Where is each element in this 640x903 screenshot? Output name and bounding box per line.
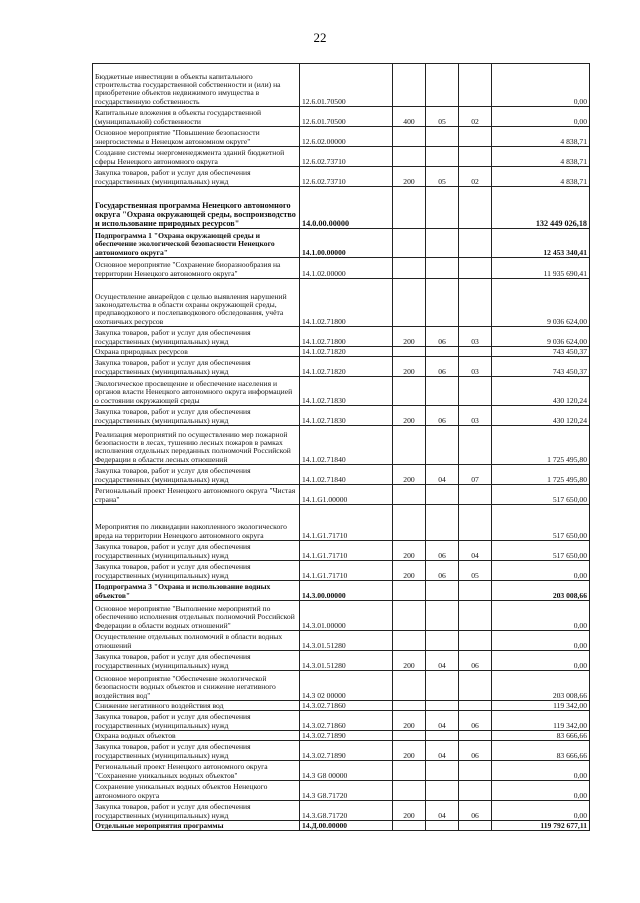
cell-name: Закупка товаров, работ и услуг для обеспечения государственных (муниципальных) нужд	[93, 711, 300, 731]
cell-name: Охрана природных ресурсов	[93, 347, 300, 357]
cell-section: 04	[426, 741, 459, 761]
cell-target-code: 14.3.G8.71720	[300, 801, 393, 821]
cell-amount: 4 838,71	[492, 127, 590, 147]
table-row	[93, 711, 590, 731]
table-row	[93, 147, 590, 167]
cell-expense-type	[393, 701, 426, 711]
cell-expense-type: 400	[393, 107, 426, 127]
table-row	[93, 821, 590, 831]
cell-amount: 0,00	[492, 64, 590, 107]
cell-name: Отдельные мероприятия программы	[93, 821, 300, 831]
table-row	[93, 327, 590, 347]
cell-target-code: 14.Д.00.00000	[300, 821, 393, 831]
table-row	[93, 229, 590, 258]
cell-section	[426, 701, 459, 711]
table-row	[93, 347, 590, 357]
cell-subsection	[459, 631, 492, 651]
cell-section	[426, 64, 459, 107]
cell-subsection	[459, 127, 492, 147]
cell-target-code: 12.6.02.73710	[300, 147, 393, 167]
cell-amount: 83 666,66	[492, 731, 590, 741]
cell-amount: 430 120,24	[492, 377, 590, 406]
cell-expense-type	[393, 631, 426, 651]
cell-name: Закупка товаров, работ и услуг для обеспечения государственных (муниципальных) нужд	[93, 327, 300, 347]
cell-section	[426, 485, 459, 505]
cell-expense-type	[393, 377, 426, 406]
cell-amount: 743 450,37	[492, 357, 590, 377]
cell-target-code: 14.1.G1.71710	[300, 561, 393, 581]
cell-subsection: 04	[459, 541, 492, 561]
cell-target-code: 14.3 G8.71720	[300, 781, 393, 801]
cell-name: Закупка товаров, работ и услуг для обеспечения государственных (муниципальных) нужд	[93, 801, 300, 821]
cell-target-code: 14.1.00.00000	[300, 229, 393, 258]
table-row	[93, 801, 590, 821]
cell-expense-type	[393, 258, 426, 279]
cell-subsection	[459, 258, 492, 279]
cell-section	[426, 229, 459, 258]
cell-expense-type: 200	[393, 741, 426, 761]
cell-section: 04	[426, 651, 459, 671]
cell-name: Снижение негативного воздействия вод	[93, 701, 300, 711]
cell-name: Реализация мероприятий по осуществлению мер пожарной безопасности в лесах, тушению лесных пожаров в рамках исполнения отдельных переданных полномочий Российской Федерации в области лесных отношений	[93, 426, 300, 465]
cell-subsection	[459, 731, 492, 741]
cell-expense-type	[393, 601, 426, 631]
cell-name: Закупка товаров, работ и услуг для обеспечения государственных (муниципальных) нужд	[93, 465, 300, 485]
cell-expense-type	[393, 279, 426, 327]
table-row	[93, 651, 590, 671]
cell-expense-type	[393, 761, 426, 781]
cell-section	[426, 731, 459, 741]
cell-expense-type: 200	[393, 801, 426, 821]
cell-name: Бюджетные инвестиции в объекты капитального строительства государственной собственности и (или) на приобретение объектов недвижимого имущества в государственную собственность	[93, 64, 300, 107]
cell-section	[426, 821, 459, 831]
cell-name: Мероприятия по ликвидации накопленного экологического вреда на территории Ненецкого автономного округа	[93, 505, 300, 541]
cell-subsection	[459, 505, 492, 541]
cell-amount: 0,00	[492, 601, 590, 631]
cell-subsection	[459, 761, 492, 781]
cell-target-code: 12.6.02.73710	[300, 167, 393, 187]
cell-section	[426, 781, 459, 801]
table-row	[93, 631, 590, 651]
cell-name: Сохранение уникальных водных объектов Ненецкого автономного округа	[93, 781, 300, 801]
cell-name: Закупка товаров, работ и услуг для обеспечения государственных (муниципальных) нужд	[93, 357, 300, 377]
cell-expense-type: 200	[393, 541, 426, 561]
cell-expense-type	[393, 64, 426, 107]
cell-subsection	[459, 279, 492, 327]
cell-subsection	[459, 347, 492, 357]
cell-amount: 0,00	[492, 651, 590, 671]
table-row	[93, 377, 590, 406]
cell-section: 06	[426, 541, 459, 561]
cell-target-code: 12.6.02.00000	[300, 127, 393, 147]
cell-expense-type: 200	[393, 406, 426, 426]
cell-name: Закупка товаров, работ и услуг для обеспечения государственных (муниципальных) нужд	[93, 167, 300, 187]
cell-target-code: 14.1.02.71800	[300, 279, 393, 327]
table-row	[93, 465, 590, 485]
cell-subsection	[459, 377, 492, 406]
cell-subsection	[459, 229, 492, 258]
cell-name: Подпрограмма 3 "Охрана и использование водных объектов"	[93, 581, 300, 601]
cell-name: Осуществление авиарейдов с целью выявления нарушений законодательства в области охраны окружающей среды, предпаводкового и послепаводкового обследования, учёта охотничьих ресурсов	[93, 279, 300, 327]
cell-name: Государственная программа Ненецкого автономного округа "Охрана окружающей среды, воспроизводство и использование природных ресурсов"	[93, 187, 300, 229]
table-row	[93, 541, 590, 561]
table-row	[93, 761, 590, 781]
cell-name: Закупка товаров, работ и услуг для обеспечения государственных (муниципальных) нужд	[93, 541, 300, 561]
cell-amount: 119 342,00	[492, 711, 590, 731]
cell-expense-type	[393, 821, 426, 831]
cell-expense-type	[393, 581, 426, 601]
cell-expense-type	[393, 505, 426, 541]
cell-expense-type	[393, 671, 426, 701]
table-row	[93, 258, 590, 279]
cell-expense-type	[393, 426, 426, 465]
cell-target-code: 12.6.01.70500	[300, 64, 393, 107]
cell-amount: 12 453 340,41	[492, 229, 590, 258]
cell-section: 06	[426, 406, 459, 426]
table-row	[93, 107, 590, 127]
cell-target-code: 14.3 02 00000	[300, 671, 393, 701]
cell-target-code: 14.1.G1.71710	[300, 505, 393, 541]
cell-subsection	[459, 601, 492, 631]
cell-subsection	[459, 426, 492, 465]
budget-table-body	[93, 64, 590, 831]
cell-name: Охрана водных объектов	[93, 731, 300, 741]
cell-subsection: 06	[459, 651, 492, 671]
cell-amount: 517 650,00	[492, 541, 590, 561]
cell-amount: 0,00	[492, 761, 590, 781]
cell-target-code: 14.1.G1.71710	[300, 541, 393, 561]
cell-section	[426, 258, 459, 279]
table-row	[93, 279, 590, 327]
cell-target-code: 14.1.02.71840	[300, 426, 393, 465]
cell-subsection: 03	[459, 357, 492, 377]
cell-name: Капитальные вложения в объекты государственной (муниципальной) собственности	[93, 107, 300, 127]
cell-expense-type	[393, 229, 426, 258]
cell-name: Осуществление отдельных полномочий в области водных отношений	[93, 631, 300, 651]
cell-section	[426, 601, 459, 631]
cell-section	[426, 761, 459, 781]
cell-name: Закупка товаров, работ и услуг для обеспечения государственных (муниципальных) нужд	[93, 651, 300, 671]
cell-section	[426, 147, 459, 167]
cell-section	[426, 671, 459, 701]
cell-subsection: 06	[459, 801, 492, 821]
cell-amount: 9 036 624,00	[492, 327, 590, 347]
cell-target-code: 14.1.02.71800	[300, 327, 393, 347]
cell-subsection: 02	[459, 107, 492, 127]
cell-section	[426, 127, 459, 147]
cell-subsection: 03	[459, 327, 492, 347]
cell-expense-type	[393, 127, 426, 147]
cell-target-code: 14.3.01.00000	[300, 601, 393, 631]
cell-subsection: 02	[459, 167, 492, 187]
cell-section	[426, 505, 459, 541]
cell-name: Основное мероприятие "Выполнение мероприятий по обеспечению исполнения отдельных полномочий Российской Федерации в области водных отношений"	[93, 601, 300, 631]
table-row	[93, 357, 590, 377]
cell-target-code: 14.1.02.71830	[300, 377, 393, 406]
table-row	[93, 505, 590, 541]
cell-amount: 1 725 495,80	[492, 426, 590, 465]
cell-section: 04	[426, 801, 459, 821]
cell-target-code: 14.3.00.00000	[300, 581, 393, 601]
cell-amount: 0,00	[492, 107, 590, 127]
cell-target-code: 14.3.02.71890	[300, 741, 393, 761]
table-row	[93, 731, 590, 741]
table-row	[93, 671, 590, 701]
cell-amount: 1 725 495,80	[492, 465, 590, 485]
cell-section	[426, 426, 459, 465]
cell-subsection	[459, 671, 492, 701]
cell-name: Закупка товаров, работ и услуг для обеспечения государственных (муниципальных) нужд	[93, 561, 300, 581]
cell-name: Региональный проект Ненецкого автономного округа "Сохранение уникальных водных объектов"	[93, 761, 300, 781]
cell-target-code: 14.1.G1.00000	[300, 485, 393, 505]
cell-target-code: 14.1.02.71820	[300, 347, 393, 357]
cell-section: 06	[426, 357, 459, 377]
cell-section	[426, 187, 459, 229]
cell-amount: 0,00	[492, 801, 590, 821]
cell-subsection	[459, 701, 492, 711]
cell-name: Основное мероприятие "Повышение безопасности энергосистемы в Ненецком автономном округе"	[93, 127, 300, 147]
cell-amount: 132 449 026,18	[492, 187, 590, 229]
cell-expense-type	[393, 347, 426, 357]
cell-section: 06	[426, 327, 459, 347]
cell-target-code: 14.3.02.71860	[300, 701, 393, 711]
table-row	[93, 167, 590, 187]
cell-amount: 119 792 677,11	[492, 821, 590, 831]
cell-expense-type	[393, 187, 426, 229]
cell-section: 06	[426, 561, 459, 581]
cell-subsection: 03	[459, 406, 492, 426]
cell-amount: 743 450,37	[492, 347, 590, 357]
cell-subsection	[459, 187, 492, 229]
cell-subsection	[459, 485, 492, 505]
cell-amount: 203 008,66	[492, 581, 590, 601]
table-row	[93, 781, 590, 801]
table-row	[93, 64, 590, 107]
cell-name: Основное мероприятие "Обеспечение экологической безопасности водных объектов и снижение негативного воздействия вод"	[93, 671, 300, 701]
cell-expense-type: 200	[393, 561, 426, 581]
cell-expense-type	[393, 731, 426, 741]
cell-section: 05	[426, 167, 459, 187]
cell-section	[426, 581, 459, 601]
page-number: 22	[313, 30, 327, 45]
table-row	[93, 701, 590, 711]
table-row	[93, 601, 590, 631]
cell-section	[426, 631, 459, 651]
table-row	[93, 426, 590, 465]
cell-target-code: 14.1.02.71830	[300, 406, 393, 426]
cell-subsection	[459, 64, 492, 107]
cell-expense-type: 200	[393, 327, 426, 347]
cell-subsection	[459, 821, 492, 831]
cell-expense-type	[393, 781, 426, 801]
table-row	[93, 561, 590, 581]
cell-amount: 430 120,24	[492, 406, 590, 426]
cell-amount: 203 008,66	[492, 671, 590, 701]
cell-amount: 0,00	[492, 781, 590, 801]
table-row	[93, 581, 590, 601]
cell-section	[426, 377, 459, 406]
cell-expense-type: 200	[393, 357, 426, 377]
cell-subsection: 07	[459, 465, 492, 485]
cell-amount: 9 036 624,00	[492, 279, 590, 327]
cell-amount: 517 650,00	[492, 505, 590, 541]
cell-target-code: 14.0.00.00000	[300, 187, 393, 229]
cell-subsection	[459, 781, 492, 801]
cell-name: Основное мероприятие "Сохранение биоразнообразия на территории Ненецкого автономного округа"	[93, 258, 300, 279]
cell-section: 04	[426, 711, 459, 731]
cell-target-code: 14.1.02.71840	[300, 465, 393, 485]
cell-section: 05	[426, 107, 459, 127]
table-row	[93, 741, 590, 761]
cell-name: Подпрограмма 1 "Охрана окружающей среды и обеспечение экологической безопасности Ненецкого автономного округа"	[93, 229, 300, 258]
cell-expense-type: 200	[393, 711, 426, 731]
cell-expense-type: 200	[393, 167, 426, 187]
cell-target-code: 14.1.02.71820	[300, 357, 393, 377]
table-row	[93, 485, 590, 505]
cell-expense-type	[393, 485, 426, 505]
cell-expense-type: 200	[393, 465, 426, 485]
cell-subsection: 05	[459, 561, 492, 581]
cell-amount: 517 650,00	[492, 485, 590, 505]
table-row	[93, 406, 590, 426]
table-row	[93, 127, 590, 147]
cell-amount: 4 838,71	[492, 167, 590, 187]
cell-amount: 11 935 690,41	[492, 258, 590, 279]
cell-subsection	[459, 147, 492, 167]
budget-table	[92, 63, 590, 831]
cell-section	[426, 279, 459, 327]
cell-name: Закупка товаров, работ и услуг для обеспечения государственных (муниципальных) нужд	[93, 406, 300, 426]
cell-name: Экологическое просвещение и обеспечение населения и органов власти Ненецкого автономного округа информацией о состоянии окружающей среды	[93, 377, 300, 406]
cell-target-code: 14.1.02.00000	[300, 258, 393, 279]
cell-subsection: 06	[459, 741, 492, 761]
cell-expense-type: 200	[393, 651, 426, 671]
table-row	[93, 187, 590, 229]
cell-subsection	[459, 581, 492, 601]
cell-target-code: 14.3.02.71890	[300, 731, 393, 741]
cell-expense-type	[393, 147, 426, 167]
cell-name: Региональный проект Ненецкого автономного округа "Чистая страна"	[93, 485, 300, 505]
cell-amount: 4 838,71	[492, 147, 590, 167]
cell-target-code: 14.3.01.51280	[300, 631, 393, 651]
cell-name: Создание системы энергоменеджмента зданий бюджетной сферы Ненецкого автономного округа	[93, 147, 300, 167]
cell-section	[426, 347, 459, 357]
cell-amount: 83 666,66	[492, 741, 590, 761]
cell-amount: 119 342,00	[492, 701, 590, 711]
cell-target-code: 14.3.01.51280	[300, 651, 393, 671]
cell-subsection: 06	[459, 711, 492, 731]
cell-target-code: 12.6.01.70500	[300, 107, 393, 127]
cell-amount: 0,00	[492, 631, 590, 651]
cell-name: Закупка товаров, работ и услуг для обеспечения государственных (муниципальных) нужд	[93, 741, 300, 761]
cell-target-code: 14.3.02.71860	[300, 711, 393, 731]
cell-section: 04	[426, 465, 459, 485]
cell-target-code: 14.3 G8 00000	[300, 761, 393, 781]
cell-amount: 0,00	[492, 561, 590, 581]
